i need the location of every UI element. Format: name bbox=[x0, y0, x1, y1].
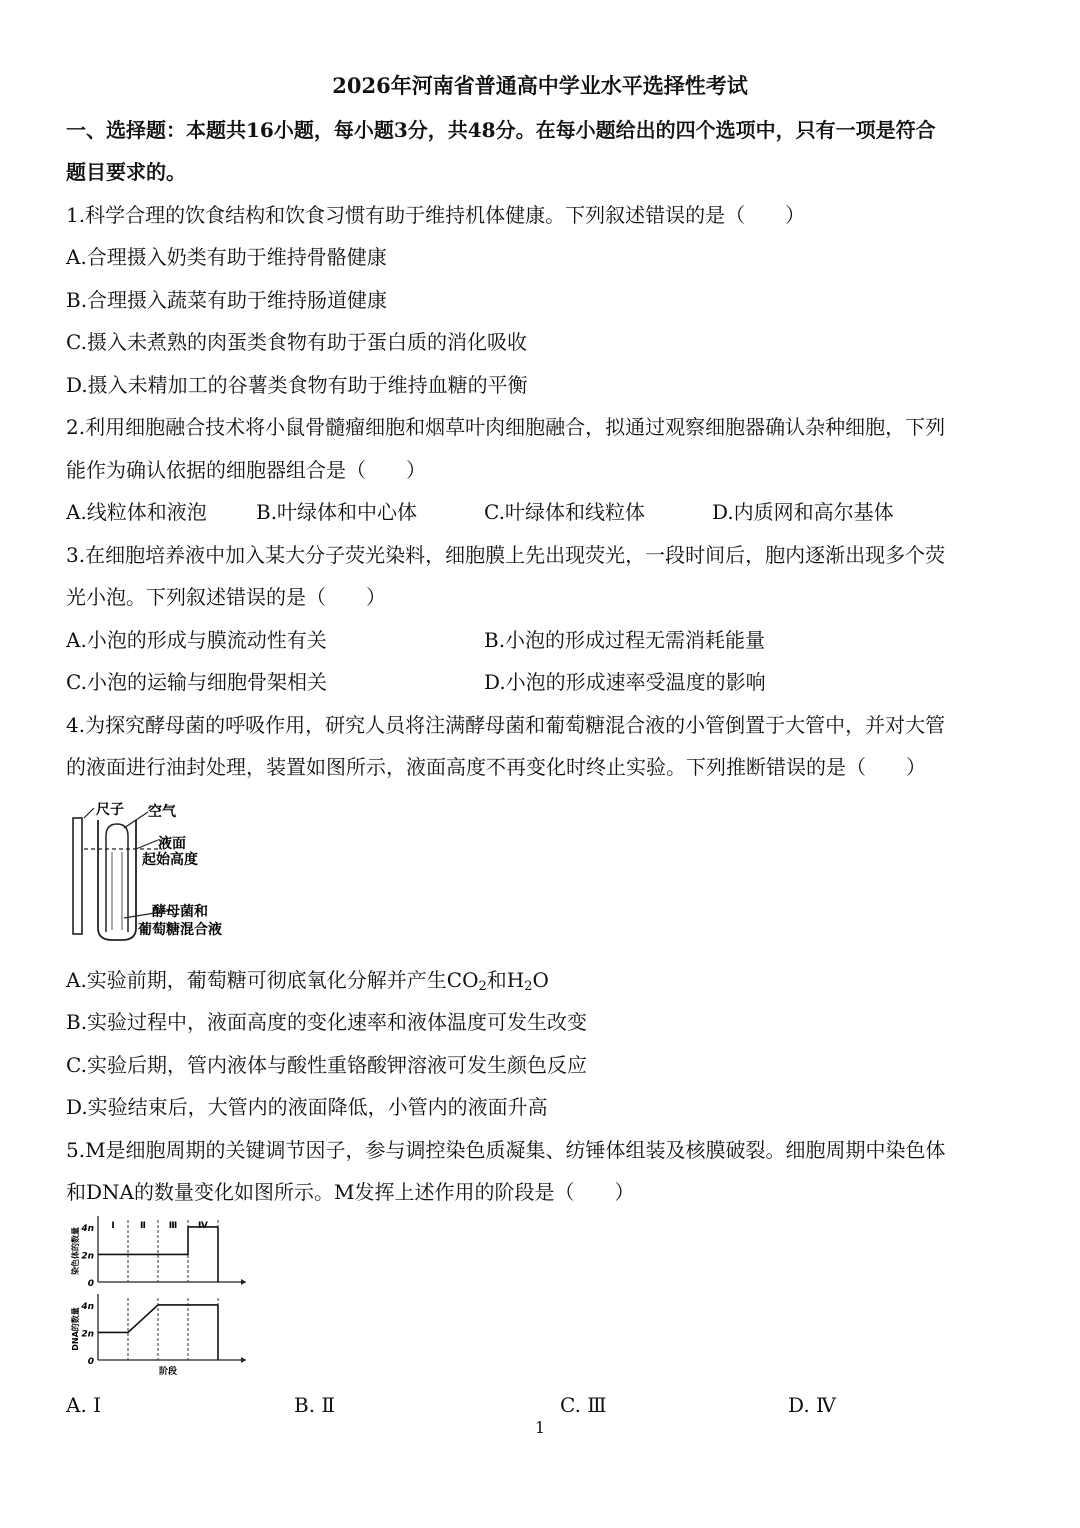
q4-option-b: B.实验过程中，液面高度的变化速率和液体温度可发生改变 bbox=[66, 1010, 588, 1034]
x-axis-label: 阶段 bbox=[158, 1367, 178, 1377]
level-label-line2: 起始高度 bbox=[142, 852, 198, 868]
air-label: 空气 bbox=[148, 804, 176, 820]
q3-option-a: A.小泡的形成与膜流动性有关 bbox=[66, 628, 327, 652]
q4-option-d: D.实验结束后，大管内的液面降低，小管内的液面升高 bbox=[66, 1095, 548, 1119]
q2-option-b: B.叶绿体和中心体 bbox=[256, 500, 418, 524]
large-tube-shape bbox=[98, 820, 136, 940]
q5-stem-line1: 5.M是细胞周期的关键调节因子，参与调控染色质凝集、纺锤体组装及核膜破裂。细胞周期中染色体 bbox=[66, 1138, 946, 1162]
page-title: 2026年河南省普通高中学业水平选择性考试 bbox=[332, 73, 748, 98]
x-axis-arrow-0 bbox=[241, 1279, 246, 1285]
cell-cycle-svg bbox=[66, 1214, 256, 1379]
q3-option-b: B.小泡的形成过程无需消耗能量 bbox=[484, 628, 766, 652]
mixture-label-line2: 葡萄糖混合液 bbox=[138, 922, 222, 938]
y-axis-label-0: 染色体的数量 bbox=[71, 1227, 80, 1275]
q5-option-d: D. Ⅳ bbox=[788, 1393, 837, 1417]
mixture-label-line1: 酵母菌和 bbox=[152, 904, 208, 920]
q4-option-a: A.实验前期，葡萄糖可彻底氧化分解并产生$CO_2$和$H_2O$ bbox=[66, 968, 549, 994]
ruler-label: 尺子 bbox=[96, 802, 124, 818]
ruler-shape bbox=[73, 818, 82, 934]
q2-option-a: A.线粒体和液泡 bbox=[66, 500, 207, 524]
q5-option-b: B. Ⅱ bbox=[294, 1393, 336, 1417]
page-number: 1 bbox=[534, 1418, 546, 1437]
ytick-label-1-0: 0 bbox=[87, 1357, 94, 1367]
q5-option-c: C. Ⅲ bbox=[560, 1393, 607, 1417]
q2-option-d: D.内质网和高尔基体 bbox=[712, 500, 894, 524]
q5-stem-line2: 和DNA的数量变化如图所示。M发挥上述作用的阶段是（ ） bbox=[66, 1180, 635, 1204]
q4-option-c: C.实验后期，管内液体与酸性重铬酸钾溶液可发生颜色反应 bbox=[66, 1053, 587, 1077]
q1-option-a: A.合理摄入奶类有助于维持骨骼健康 bbox=[66, 245, 387, 269]
ytick-label-1-2: 4n bbox=[81, 1301, 94, 1312]
stage-label-0: Ⅰ bbox=[111, 1221, 115, 1231]
q1-option-c: C.摄入未煮熟的肉蛋类食物有助于蛋白质的消化吸收 bbox=[66, 330, 527, 354]
stage-label-2: Ⅲ bbox=[168, 1221, 178, 1231]
ytick-label-0-1: 2n bbox=[81, 1251, 94, 1262]
q4-stem-line1: 4.为探究酵母菌的呼吸作用，研究人员将注满酵母菌和葡萄糖混合液的小管倒置于大管中，并对大管 bbox=[66, 713, 946, 737]
q3-stem-line1: 3.在细胞培养液中加入某大分子荧光染料，细胞膜上先出现荧光，一段时间后，胞内逐渐出现多个荧 bbox=[66, 543, 946, 567]
q2-stem-line2: 能作为确认依据的细胞器组合是（ ） bbox=[66, 458, 426, 482]
x-axis-arrow-1 bbox=[241, 1357, 246, 1363]
ytick-label-0-0: 0 bbox=[87, 1279, 94, 1289]
level-label-line1: 液面 bbox=[158, 836, 186, 852]
q2-option-c: C.叶绿体和线粒体 bbox=[484, 500, 645, 524]
section-heading-line2: 题目要求的。 bbox=[66, 160, 186, 184]
section-heading-line1: 一、选择题：本题共16小题，每小题3分，共48分。在每小题给出的四个选项中，只有一项是符合 bbox=[66, 118, 936, 142]
q1-option-b: B.合理摄入蔬菜有助于维持肠道健康 bbox=[66, 288, 388, 312]
stage-label-3: Ⅳ bbox=[198, 1221, 208, 1231]
q3-option-c: C.小泡的运输与细胞骨架相关 bbox=[66, 670, 327, 694]
yeast-apparatus-figure bbox=[66, 800, 246, 945]
q4-stem-line2: 的液面进行油封处理，装置如图所示，液面高度不再变化时终止实验。下列推断错误的是（ ） bbox=[66, 755, 926, 779]
q3-option-d: D.小泡的形成速率受温度的影响 bbox=[484, 670, 766, 694]
y-axis-label-1: DNA的数量 bbox=[71, 1307, 80, 1351]
ytick-label-0-2: 4n bbox=[81, 1223, 94, 1234]
q5-option-a: A. Ⅰ bbox=[66, 1393, 102, 1417]
ytick-label-1-1: 2n bbox=[81, 1329, 94, 1340]
small-tube-shape bbox=[106, 824, 128, 932]
q3-stem-line2: 光小泡。下列叙述错误的是（ ） bbox=[66, 585, 386, 609]
stage-label-1: Ⅱ bbox=[140, 1221, 146, 1231]
q1-option-d: D.摄入未精加工的谷薯类食物有助于维持血糖的平衡 bbox=[66, 373, 528, 397]
cell-cycle-chart bbox=[66, 1214, 256, 1379]
q1-stem: 1.科学合理的饮食结构和饮食习惯有助于维持机体健康。下列叙述错误的是（ ） bbox=[66, 203, 806, 227]
q2-stem-line1: 2.利用细胞融合技术将小鼠骨髓瘤细胞和烟草叶肉细胞融合，拟通过观察细胞器确认杂种细胞，下列 bbox=[66, 415, 946, 439]
